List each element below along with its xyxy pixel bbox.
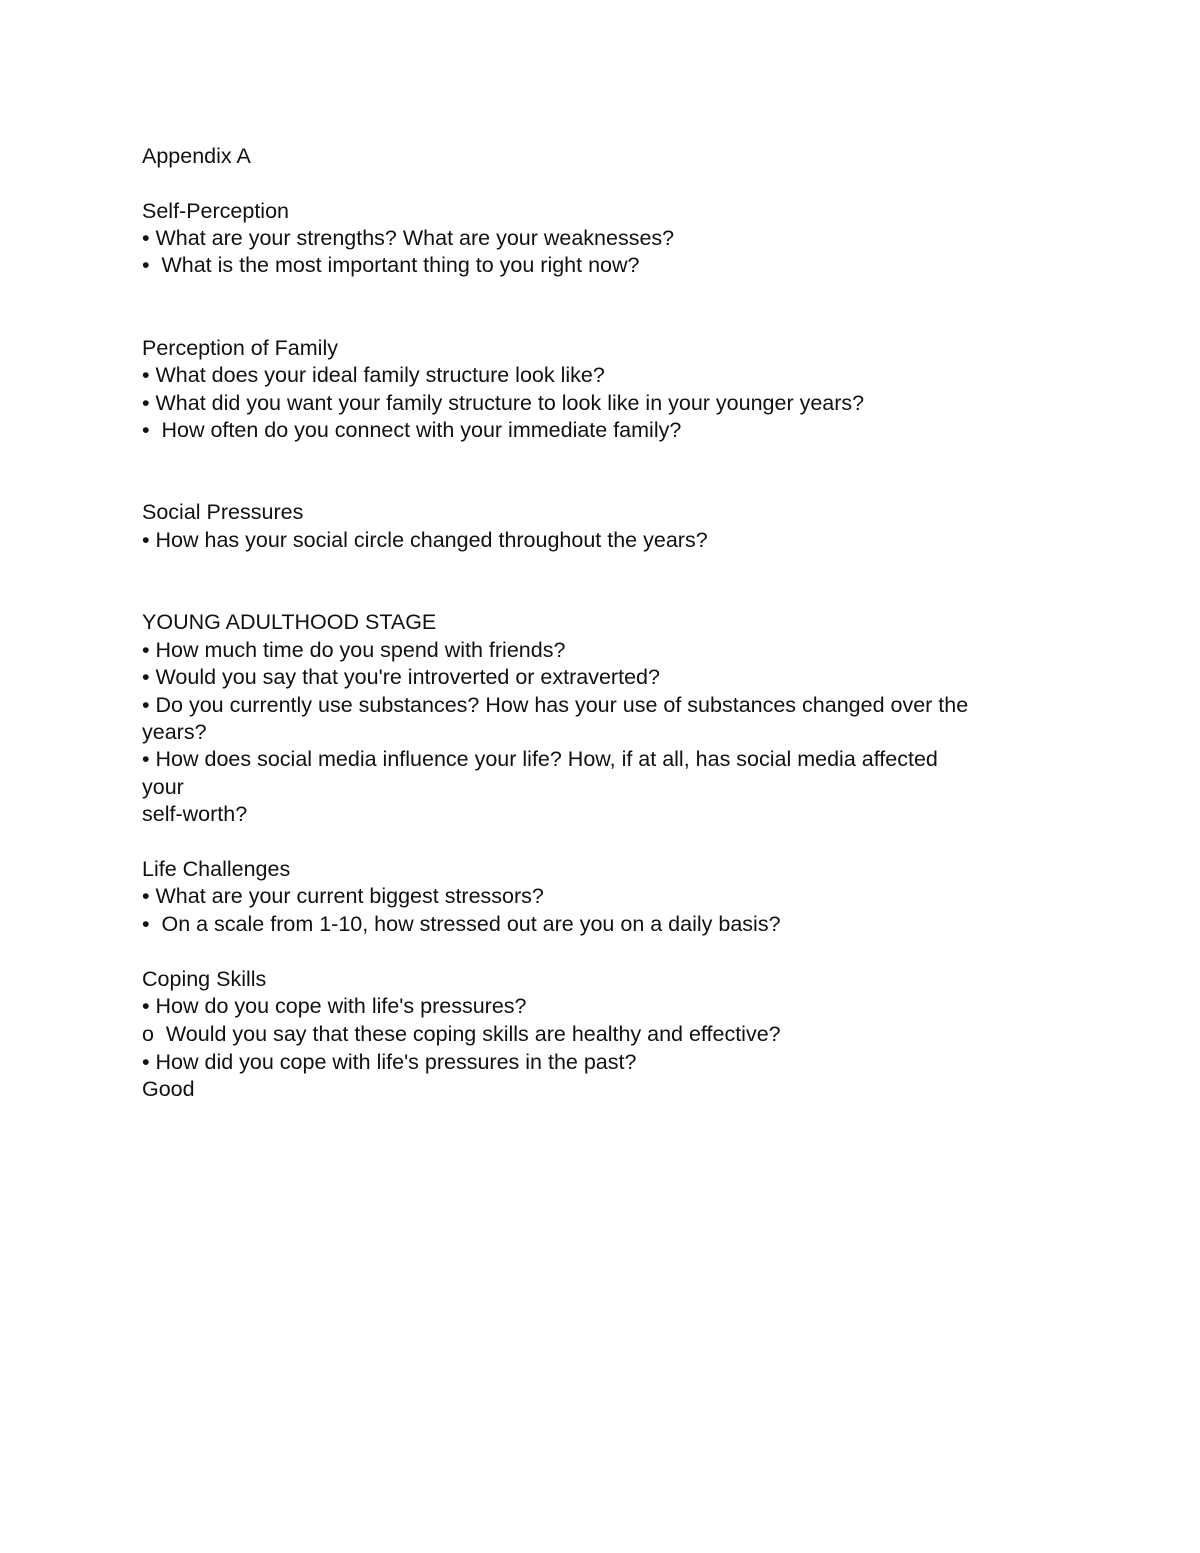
section-heading-life-challenges: Life Challenges [142,857,291,881]
list-item: • What did you want your family structure to look like in your younger years? [142,391,865,415]
list-item: • Do you currently use substances? How has your use of substances changed over the [142,693,969,717]
section-heading-young-adulthood: YOUNG ADULTHOOD STAGE [142,610,437,634]
list-item: • How did you cope with life's pressures in the past? [142,1050,637,1074]
section-heading-coping: Coping Skills [142,967,267,991]
section-heading-family: Perception of Family [142,336,338,360]
list-item: • What does your ideal family structure look like? [142,363,605,387]
section-heading-self-perception: Self-Perception [142,199,289,223]
list-item: self-worth? [142,802,248,826]
list-item: • How does social media influence your life? How, if at all, has social media affected [142,747,938,771]
document-title: Appendix A [142,144,251,168]
list-item: years? [142,720,207,744]
section-heading-social: Social Pressures [142,500,304,524]
closing-text: Good [142,1077,195,1101]
list-item: • What are your current biggest stressors? [142,884,544,908]
list-item: • What are your strengths? What are your weaknesses? [142,226,675,250]
list-item: • On a scale from 1-10, how stressed out are you on a daily basis? [142,912,781,936]
list-item: • How has your social circle changed throughout the years? [142,528,708,552]
list-item: • How often do you connect with your immediate family? [142,418,682,442]
list-item: • Would you say that you're introverted or extraverted? [142,665,660,689]
list-item: • How much time do you spend with friends? [142,638,566,662]
list-item: o Would you say that these coping skills are healthy and effective? [142,1022,781,1046]
list-item: • What is the most important thing to you right now? [142,253,640,277]
list-item: your [142,775,184,799]
list-item: • How do you cope with life's pressures? [142,994,527,1018]
